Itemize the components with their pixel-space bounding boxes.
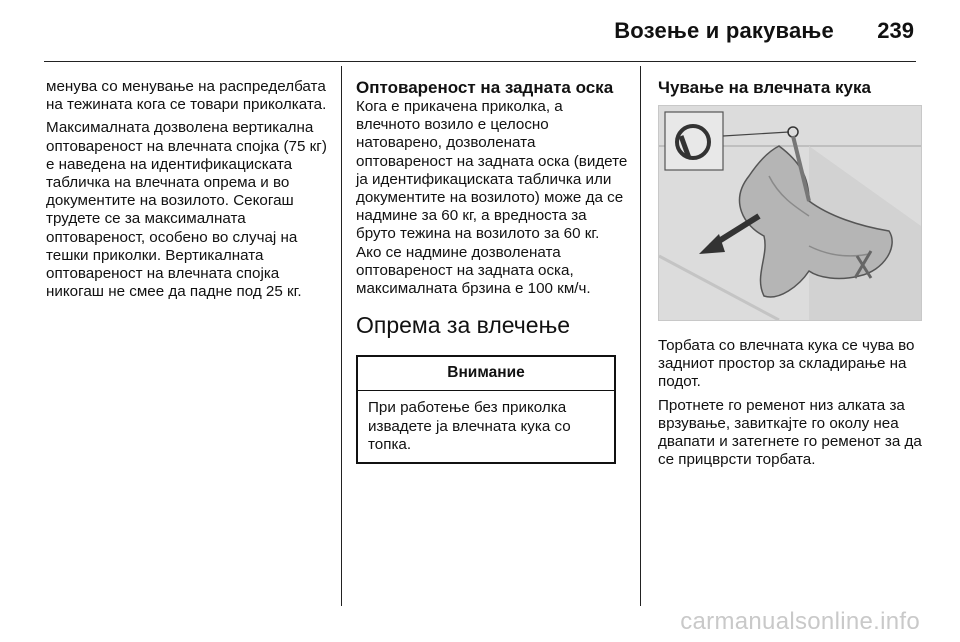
column-divider-right <box>640 66 641 606</box>
warning-box <box>356 355 616 464</box>
subheading-storing-tow-hook: Чување на влечната кука <box>658 78 871 97</box>
section-heading-towing-equipment: Опрема за влечење <box>356 312 571 339</box>
header-rule <box>44 61 916 62</box>
warning-text: При работење без приколка извадете ја влечната кука со топка. <box>368 399 571 453</box>
paragraph: Максималната дозволена вертикална оптовареност на влечната спојка (75 кг) е наведена на идентификациската табличка на влечната опрема и во документите на возилото. Секогаш трудете се за максималната оптовареност, особено во случај на тешки приколки. Вертикалната оптовареност на влечната спојка никогаш не смее да падне под 25 кг. <box>46 119 327 301</box>
watermark: carmanualsonline.info <box>680 608 920 635</box>
detail-inset <box>665 112 723 170</box>
tow-hook-bag-illustration <box>658 105 922 321</box>
paragraph: Торбата со влечната кука се чува во задниот простор за складирање на подот. <box>658 337 915 391</box>
page-title: Возење и ракување <box>614 18 834 43</box>
paragraph: Протнете го ременот низ алката за врзување, завиткајте го околу неа двапати и затегнете го ременот за да се прицврсти торбата. <box>658 396 922 469</box>
subheading-rear-axle-load: Оптовареност на задната оска <box>356 78 614 97</box>
page-number: 239 <box>877 18 914 43</box>
tow-hook-bag-drawing <box>659 106 921 320</box>
warning-title: Внимание <box>358 357 614 391</box>
column-divider-left <box>341 66 342 606</box>
column-2 <box>356 78 628 464</box>
column-1 <box>46 78 330 306</box>
paragraph: менува со менување на распределбата на тежината кога се товари приколката. <box>46 78 327 114</box>
paragraph: Кога е прикачена приколка, а влечното возило е целосно натоварено, дозволената оптовареност на задната оска (видете ја идентификациската табличка или документите на возилото) може да се надмине за 60 кг, а вредноста за бруто тежина на возилото за 60 кг. Ако се надмине дозволената оптовареност на задната оска, максималната брзина е 100 км/ч. <box>356 98 628 298</box>
column-3 <box>658 78 926 474</box>
